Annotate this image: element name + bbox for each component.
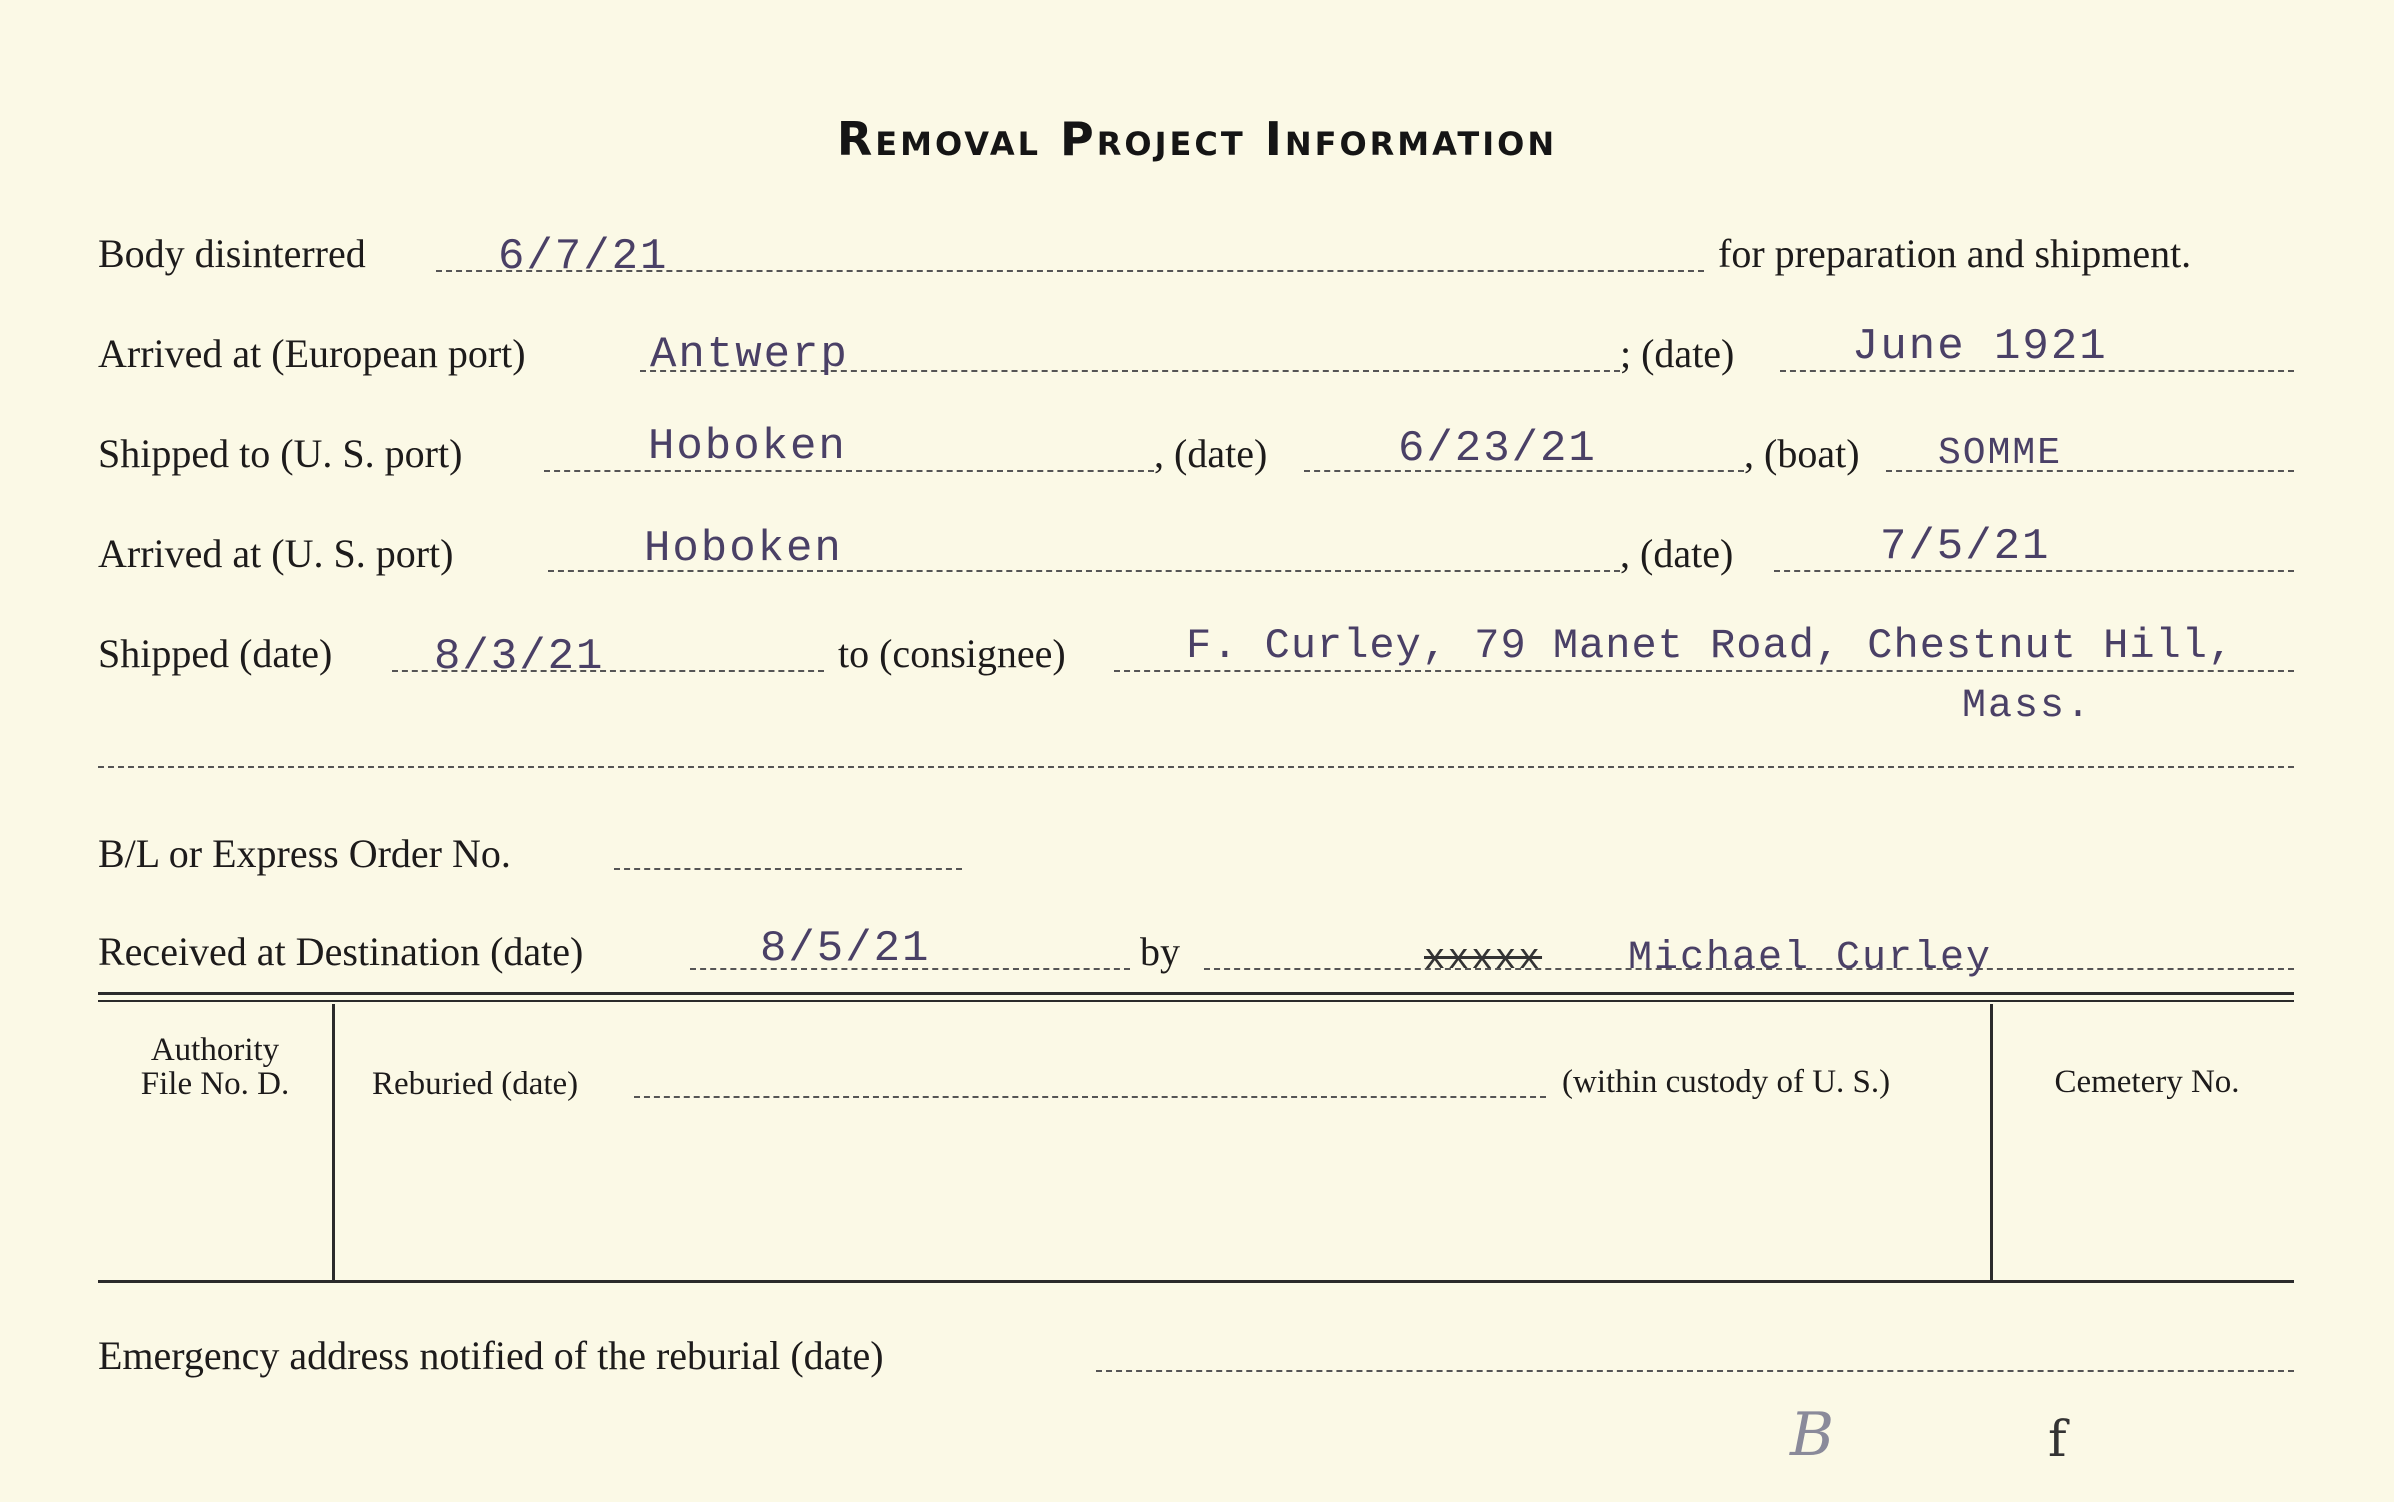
authority-label-2: File No. D. [140, 1066, 290, 1102]
arrived-us-label: Arrived at (U. S. port) [98, 531, 454, 576]
bl-label: B/L or Express Order No. [98, 831, 511, 876]
disinterred-suffix: for preparation and shipment. [1718, 231, 2192, 276]
consignee-state: Mass. [1962, 684, 2093, 729]
emergency-label: Emergency address notified of the reburial (date) [98, 1333, 884, 1378]
arrived-us-date-label: , (date) [1620, 531, 1734, 576]
authority-label-1: Authority [150, 1032, 280, 1068]
consignee-label: to (consignee) [838, 631, 1066, 676]
shipped-us-date-label: , (date) [1154, 431, 1268, 476]
table-bottom-rule [98, 1280, 2294, 1283]
boat-name: SOMME [1938, 432, 2063, 475]
disinterred-label: Body disinterred [98, 231, 366, 276]
shipped-date: 8/3/21 [434, 632, 605, 682]
pencil-initial-mark: B [1790, 1400, 1835, 1470]
table-top-rule-2 [98, 1000, 2294, 1002]
shipped-us-label: Shipped to (U. S. port) [98, 431, 463, 476]
received-by-name: Michael Curley [1628, 936, 1993, 981]
table-divider-left [332, 1004, 335, 1280]
shipped-us-port: Hoboken [648, 422, 847, 472]
arrived-us-port: Hoboken [644, 524, 843, 574]
by-label: by [1140, 929, 1180, 974]
bl-line [614, 868, 962, 870]
ink-initial-mark: f [2048, 1410, 2067, 1468]
disinterred-date: 6/7/21 [498, 232, 669, 282]
received-label: Received at Destination (date) [98, 929, 584, 974]
cemetery-label: Cemetery No. [2054, 1064, 2240, 1100]
reburied-label: Reburied (date) [372, 1066, 579, 1102]
shipped-us-line [544, 470, 1154, 472]
shipped-us-boat-label: , (boat) [1744, 431, 1860, 476]
shipped-us-date: 6/23/21 [1398, 424, 1597, 474]
crossed-out-text: xxxxx [1424, 938, 1543, 979]
blank-line [98, 766, 2294, 768]
custody-label: (within custody of U. S.) [1562, 1064, 1891, 1100]
shipped-date-label: Shipped (date) [98, 631, 333, 676]
card-title: Removal Project Information [836, 112, 1558, 166]
emergency-line [1096, 1370, 2294, 1372]
table-divider-right [1990, 1004, 1993, 1280]
consignee-line [1114, 670, 2294, 672]
table-top-rule-1 [98, 992, 2294, 995]
arrived-europe-port: Antwerp [650, 330, 849, 380]
arrived-us-date: 7/5/21 [1880, 522, 2051, 572]
received-date: 8/5/21 [760, 924, 931, 974]
reburied-line [634, 1096, 1546, 1098]
arrived-europe-label: Arrived at (European port) [98, 331, 526, 376]
arrived-europe-date-label: ; (date) [1620, 331, 1735, 376]
arrived-europe-date: June 1921 [1852, 322, 2108, 372]
consignee-name-address: F. Curley, 79 Manet Road, Chestnut Hill, [1186, 622, 2235, 670]
